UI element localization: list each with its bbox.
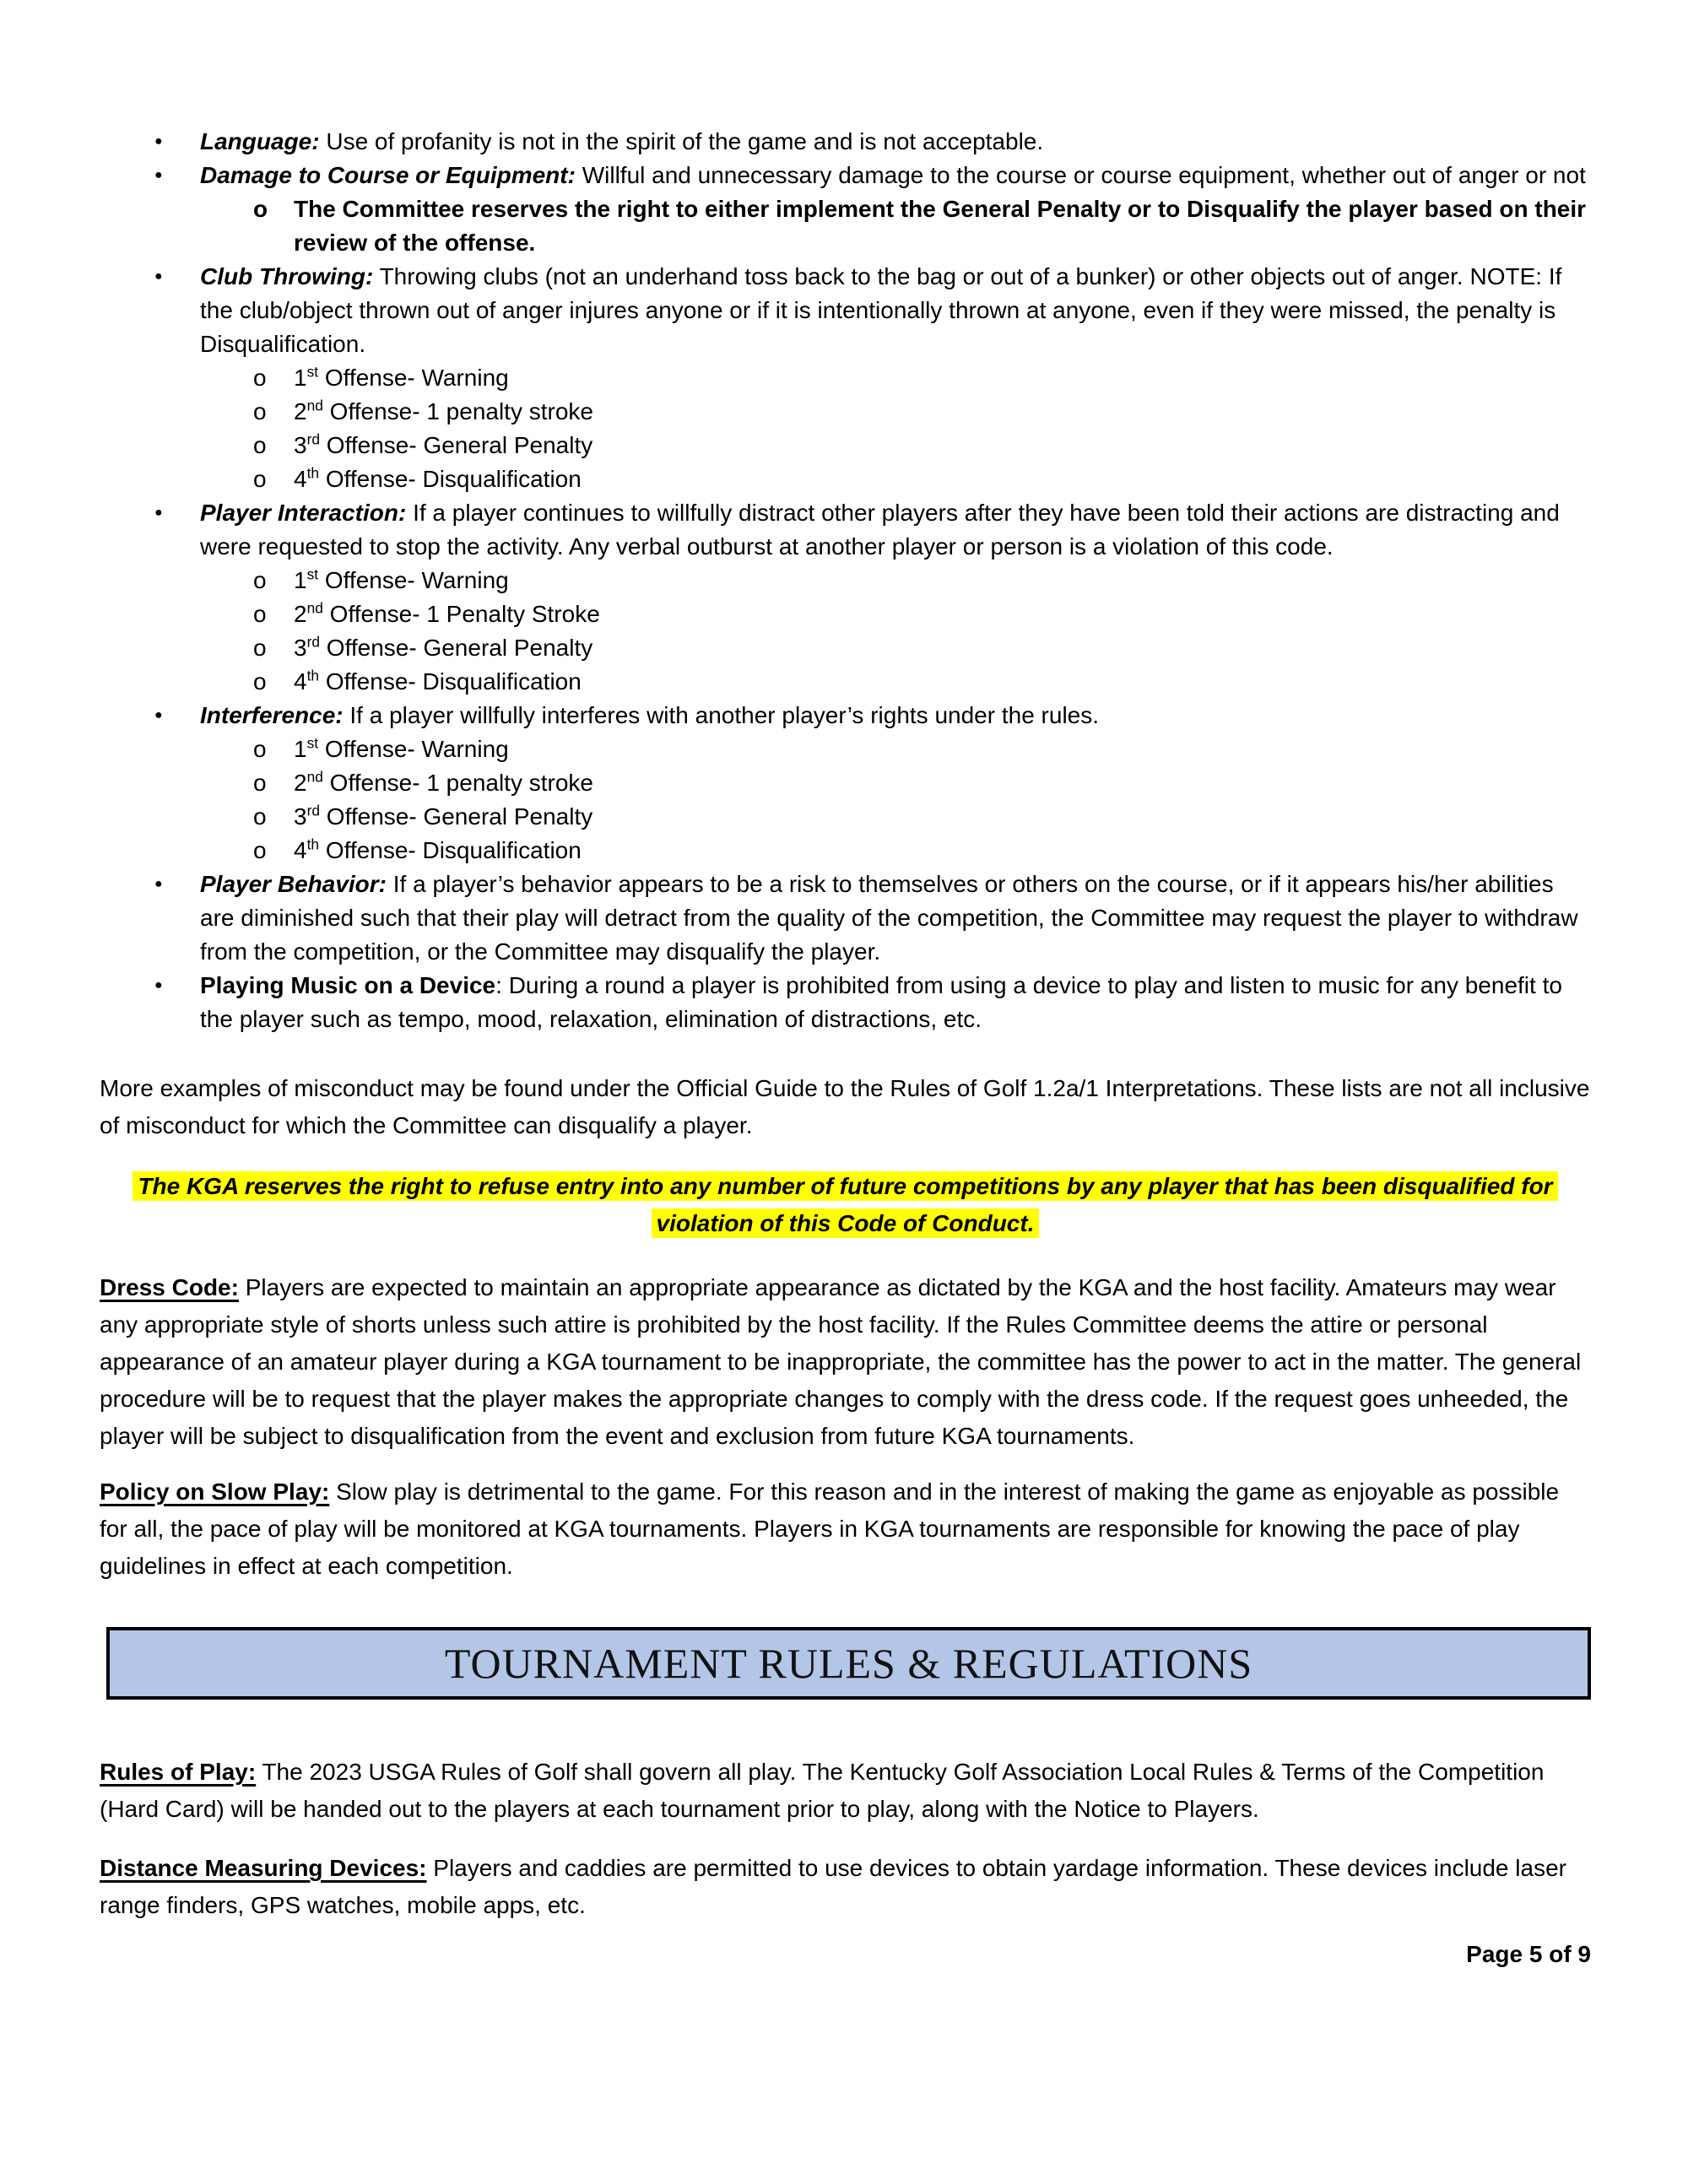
list-item-text (200, 969, 1591, 1036)
list-item-text (200, 699, 1591, 733)
sub-bullet-icon: o (253, 567, 267, 593)
offense-text (294, 766, 1591, 800)
sub-bullet-icon: o (253, 196, 268, 222)
offense-num: 2 (294, 770, 307, 796)
dress-code-body: Players are expected to maintain an appropriate appearance as dictated by the KGA and the host facility. Amateurs may wear any appropriate style of shorts unless such attire is prohibited by the host facility. If the Rules Committee deems the attire or personal appearance of an amateur player during a KGA tournament to be inappropriate, the committee has the power to act in the matter. The general procedure will be to request that the player makes the appropriate changes to comply with the dress code. If the request goes unheeded, the player will be subject to disqualification from the event and exclusion from future KGA tournaments. (100, 1274, 1582, 1449)
item-body: If a player’s behavior appears to be a risk to themselves or others on the course, or if it appears his/her abilities are diminished such that their play will detract from the quality of the competition, the Committee may request the player to withdraw from the competition, or the Committee may disqualify the player. (200, 871, 1578, 965)
offense-label: Offense- 1 penalty stroke (322, 398, 593, 424)
distance-devices-heading: Distance Measuring Devices: (100, 1855, 427, 1881)
offense-text (294, 361, 1591, 395)
list-item-language (100, 125, 1591, 159)
item-title: Damage to Course or Equipment: (200, 162, 576, 188)
offense-item (253, 564, 1591, 597)
offense-label: Offense- General Penalty (320, 635, 593, 661)
offense-num: 1 (294, 365, 307, 391)
highlight-paragraph (100, 1168, 1591, 1242)
offense-text (294, 631, 1591, 665)
dress-code-paragraph (100, 1269, 1591, 1455)
sub-bullet-icon: o (253, 365, 267, 391)
offense-label: Offense- Disqualification (319, 668, 582, 695)
bullet-icon: ● (154, 269, 163, 284)
offense-ordinal: th (306, 835, 320, 853)
item-title: Player Interaction: (200, 500, 407, 526)
bullet-icon: ● (154, 168, 163, 182)
page-number: Page 5 of 9 (1466, 1941, 1591, 1967)
offense-item (253, 631, 1591, 665)
sub-bullet-icon: o (253, 635, 267, 661)
offense-ordinal: nd (306, 768, 323, 786)
offense-ordinal: st (306, 734, 319, 752)
offense-ordinal: th (306, 464, 320, 482)
item-body: Use of profanity is not in the spirit of the game and is not acceptable. (326, 128, 1044, 154)
offense-num: 3 (294, 635, 307, 661)
bullet-icon: ● (154, 708, 163, 722)
offense-label: Offense- Warning (318, 365, 509, 391)
offense-num: 4 (294, 668, 307, 695)
list-item-text (200, 496, 1591, 564)
offense-item (253, 834, 1591, 868)
offense-num: 1 (294, 736, 307, 762)
distance-devices-paragraph (100, 1850, 1591, 1924)
item-colon: : (495, 972, 502, 998)
offense-num: 4 (294, 466, 307, 492)
list-item-text (200, 159, 1591, 192)
offense-ordinal: rd (306, 633, 321, 651)
offense-item (253, 361, 1591, 395)
sub-note-text: The Committee reserves the right to either implement the General Penalty or to Disqualify the player based on their review of the offense. (294, 196, 1587, 256)
offense-num: 3 (294, 432, 307, 458)
offense-label: Offense- Disqualification (319, 466, 582, 492)
rules-of-play-heading: Rules of Play: (100, 1759, 257, 1785)
item-body: If a player continues to willfully distract other players after they have been told their actions are distracting and were requested to stop the activity. Any verbal outburst at another player or person is a violation of this code. (200, 500, 1560, 560)
offense-ordinal: nd (306, 599, 323, 617)
offense-text (294, 834, 1591, 868)
list-item-text (200, 125, 1591, 159)
offense-ordinal: nd (306, 397, 323, 414)
item-title: Club Throwing: (200, 263, 374, 289)
offense-num: 4 (294, 837, 307, 863)
list-item-player-interaction (100, 496, 1591, 564)
offense-label: Offense- General Penalty (320, 803, 593, 830)
slow-play-body: Slow play is detrimental to the game. For this reason and in the interest of making the game as enjoyable as possible for all, the pace of play will be monitored at KGA tournaments. Players in KGA tournaments are responsible for knowing the pace of play guidelines in effect at each competition. (100, 1479, 1560, 1579)
rules-of-play-body: The 2023 USGA Rules of Golf shall govern all play. The Kentucky Golf Association Local Rules & Terms of the Competition (Hard Card) will be handed out to the players at each tournament prior to play, along with the Notice to Players. (100, 1759, 1545, 1822)
item-title: Player Behavior: (200, 871, 387, 897)
offense-item (253, 395, 1591, 429)
offense-text (294, 462, 1591, 496)
list-item-text (200, 260, 1591, 361)
item-body: If a player willfully interferes with another player’s rights under the rules. (349, 702, 1100, 728)
slow-play-paragraph (100, 1473, 1591, 1585)
offense-ordinal: th (306, 667, 320, 684)
bullet-icon: ● (154, 134, 163, 149)
offense-num: 3 (294, 803, 307, 830)
sub-note-committee (253, 192, 1591, 260)
offense-num: 2 (294, 601, 307, 627)
list-item-playing-music (100, 969, 1591, 1036)
offense-text (294, 733, 1591, 766)
offense-text (294, 564, 1591, 597)
offense-item (253, 766, 1591, 800)
list-item-club-throwing (100, 260, 1591, 361)
sub-bullet-icon: o (253, 803, 267, 830)
sub-bullet-icon: o (253, 770, 267, 796)
offense-label: Offense- 1 penalty stroke (322, 770, 593, 796)
offense-item (253, 665, 1591, 699)
slow-play-heading: Policy on Slow Play: (100, 1479, 330, 1505)
sub-bullet-icon: o (253, 432, 267, 458)
bullet-icon: ● (154, 877, 163, 891)
offense-item (253, 597, 1591, 631)
offense-ordinal: rd (306, 430, 321, 448)
item-body: Willful and unnecessary damage to the course or course equipment, whether out of anger or not (582, 162, 1586, 188)
list-item-interference (100, 699, 1591, 733)
list-item-damage (100, 159, 1591, 192)
banner-title: TOURNAMENT RULES & REGULATIONS (444, 1640, 1253, 1687)
offense-label: Offense- 1 Penalty Stroke (322, 601, 600, 627)
rules-of-play-paragraph (100, 1754, 1591, 1828)
offense-num: 1 (294, 567, 307, 593)
list-item-text (200, 868, 1591, 969)
offense-label: Offense- General Penalty (320, 432, 593, 458)
distance-devices-body: Players and caddies are permitted to use devices to obtain yardage information. These devices include laser range finders, GPS watches, mobile apps, etc. (100, 1855, 1566, 1918)
offense-item (253, 733, 1591, 766)
offense-ordinal: st (306, 363, 319, 381)
offense-num: 2 (294, 398, 307, 424)
sub-bullet-icon: o (253, 398, 267, 424)
sub-bullet-icon: o (253, 736, 267, 762)
offense-item (253, 429, 1591, 462)
offense-ordinal: rd (306, 802, 321, 819)
offense-text (294, 597, 1591, 631)
code-of-conduct-list (100, 125, 1591, 1036)
offense-text (294, 395, 1591, 429)
offense-label: Offense- Disqualification (319, 837, 582, 863)
offense-text (294, 665, 1591, 699)
offense-label: Offense- Warning (318, 567, 509, 593)
sub-bullet-icon: o (253, 837, 267, 863)
highlighted-statement: The KGA reserves the right to refuse entry into any number of future competitions by any player that has been disqualified for violation of this Code of Conduct. (133, 1171, 1557, 1238)
item-body: Throwing clubs (not an underhand toss back to the bag or out of a bunker) or other objects out of anger. NOTE: If the club/object thrown out of anger injures anyone or if it is intentionally thrown at anyone, even if they were missed, the penalty is Disqualification. (200, 263, 1562, 357)
sub-bullet-icon: o (253, 466, 267, 492)
offense-text (294, 429, 1591, 462)
section-banner (106, 1627, 1591, 1700)
list-item-player-behavior (100, 868, 1591, 969)
item-body: During a round a player is prohibited from using a device to play and listen to music for any benefit to the player such as tempo, mood, relaxation, elimination of distractions, etc. (200, 972, 1562, 1032)
offense-ordinal: st (306, 565, 319, 583)
item-title: Interference: (200, 702, 344, 728)
offense-label: Offense- Warning (318, 736, 509, 762)
misconduct-note: More examples of misconduct may be found under the Official Guide to the Rules of Golf 1.2a/1 Interpretations. These lists are not all inclusive of misconduct for which the Committee can disqualify a player. (100, 1075, 1590, 1138)
bullet-icon: ● (154, 978, 163, 992)
offense-text (294, 800, 1591, 834)
sub-bullet-icon: o (253, 601, 267, 627)
offense-item (253, 462, 1591, 496)
dress-code-heading: Dress Code: (100, 1274, 239, 1300)
sub-bullet-icon: o (253, 668, 267, 695)
item-title: Language: (200, 128, 320, 154)
bullet-icon: ● (154, 505, 163, 520)
offense-item (253, 800, 1591, 834)
item-title: Playing Music on a Device (200, 972, 496, 998)
